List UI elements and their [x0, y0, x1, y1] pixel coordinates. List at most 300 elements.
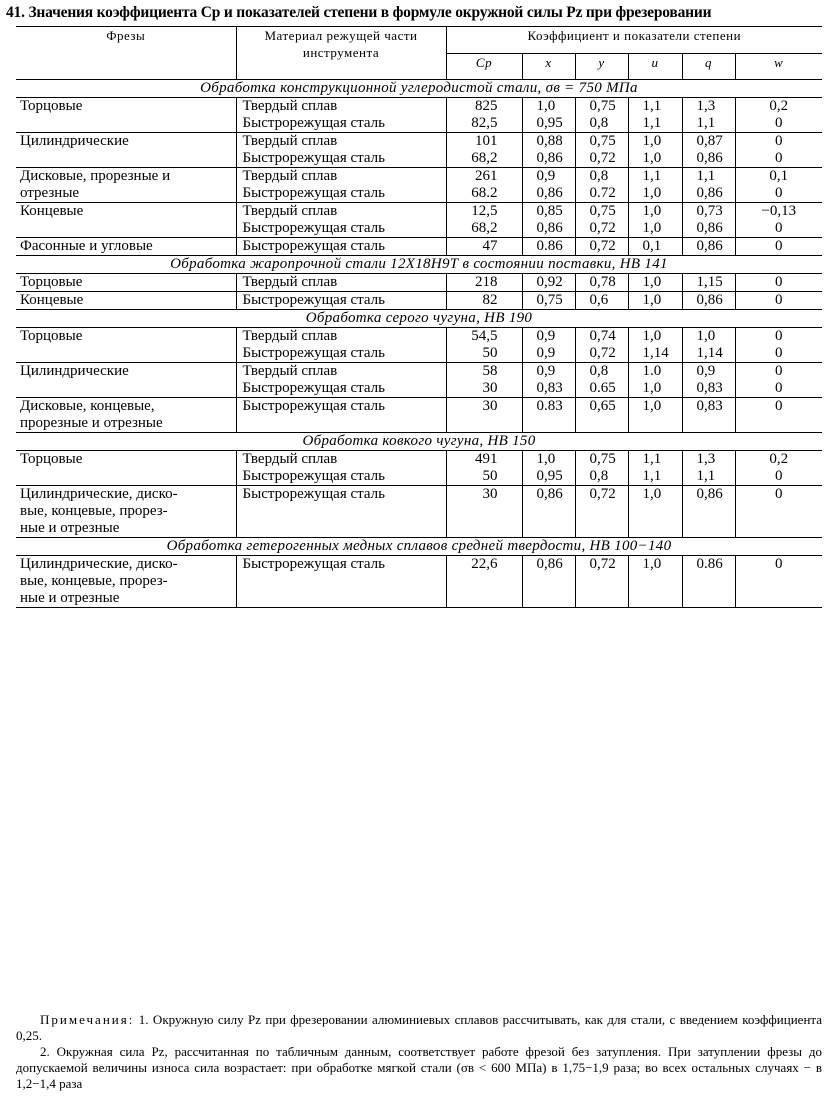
- table-row: [16, 203, 822, 238]
- value-x-line: 0,92: [536, 274, 563, 290]
- tool-material: [236, 168, 446, 203]
- value-u-line: 1,1: [642, 451, 662, 467]
- value-w: [735, 486, 822, 538]
- tool-material-line: Быстрорежущая сталь: [242, 345, 385, 361]
- value-y-line: 0,72: [589, 150, 616, 166]
- note-1-text: 1. Окружную силу Pz при фрезеровании алюминиевых сплавов рассчитывать, как для стали, с введением коэффициента 0,25.: [16, 1012, 823, 1043]
- value-q-line: 0,73: [696, 203, 723, 219]
- value-w: [735, 363, 822, 398]
- value-x-line: 0,9: [536, 363, 556, 379]
- section-title: Обработка ковкого чугуна, НВ 150: [16, 433, 822, 451]
- value-u-line: 1,0: [642, 292, 662, 308]
- value-q: [682, 451, 735, 486]
- mill-type: [16, 274, 236, 292]
- value-w-line: 0: [775, 292, 783, 308]
- mill-type: [16, 238, 236, 256]
- header-col-cp: Cp: [446, 53, 522, 80]
- value-x: [522, 292, 575, 310]
- value-x-line: 0,86: [536, 556, 563, 572]
- tool-material-line: Быстрорежущая сталь: [242, 556, 385, 572]
- tool-material: [236, 328, 446, 363]
- table-row: [16, 556, 822, 608]
- value-u-line: 0,1: [642, 238, 662, 254]
- value-y: [575, 98, 628, 133]
- value-x-line: 0.83: [536, 398, 563, 414]
- value-x-line: 0,9: [536, 345, 556, 361]
- value-y-line: 0,8: [589, 115, 609, 131]
- value-w-line: 0: [775, 486, 783, 502]
- value-x: [522, 328, 575, 363]
- value-u: [628, 274, 682, 292]
- coefficients-table: [16, 26, 822, 608]
- section-header: [16, 433, 822, 451]
- value-x: [522, 238, 575, 256]
- value-u-line: 1,0: [642, 486, 662, 502]
- section-header: [16, 256, 822, 274]
- tool-material-line: Быстрорежущая сталь: [242, 220, 385, 236]
- value-q-line: 1,1: [696, 168, 716, 184]
- value-u-line: 1,0: [642, 150, 662, 166]
- value-cp: [446, 451, 522, 486]
- value-u-line: 1,0: [642, 380, 662, 396]
- notes-label: Примечания:: [40, 1012, 135, 1027]
- table-row: [16, 238, 822, 256]
- value-y-line: 0,75: [589, 98, 616, 114]
- value-y-line: 0,65: [589, 398, 616, 414]
- value-cp-line: 82: [482, 292, 498, 308]
- value-q: [682, 486, 735, 538]
- tool-material-line: Твердый сплав: [242, 168, 338, 184]
- value-cp: [446, 238, 522, 256]
- value-x-line: 0,83: [536, 380, 563, 396]
- value-q: [682, 203, 735, 238]
- mill-type: [16, 203, 236, 238]
- note-2: 2. Окружная сила Pz, рассчитанная по табличным данным, соответствует работе фрезой без затупления. При затуплении фрезы до допускаемой величины износа сила возрастает: при обработке мягкой стали (σв < 600 МПа) в 1,75−1,9 раза; во всех остальных случаях − в 1,2−1,4 раза: [16, 1044, 822, 1091]
- value-cp: [446, 363, 522, 398]
- value-u: [628, 328, 682, 363]
- mill-type-line: Концевые: [20, 203, 84, 219]
- mill-type-line: отрезные: [20, 185, 80, 201]
- value-x: [522, 398, 575, 433]
- value-u-line: 1,1: [642, 115, 662, 131]
- value-w-line: 0: [775, 220, 783, 236]
- tool-material-line: Твердый сплав: [242, 203, 338, 219]
- value-cp-line: 82,5: [471, 115, 498, 131]
- value-y: [575, 451, 628, 486]
- value-y-line: 0,8: [589, 363, 609, 379]
- value-y-line: 0,75: [589, 203, 616, 219]
- value-w-line: 0: [775, 274, 783, 290]
- header-col-q: q: [682, 53, 735, 80]
- value-u-line: 1,0: [642, 220, 662, 236]
- tool-material: [236, 238, 446, 256]
- value-y: [575, 556, 628, 608]
- tool-material: [236, 274, 446, 292]
- mill-type-line: Цилиндрические, диско-: [20, 556, 178, 572]
- value-u: [628, 398, 682, 433]
- mill-type-line: Торцовые: [20, 328, 83, 344]
- mill-type-line: Торцовые: [20, 274, 83, 290]
- value-w: [735, 451, 822, 486]
- value-w-line: 0,1: [769, 168, 789, 184]
- value-q-line: 0,87: [696, 133, 723, 149]
- header-coef-group: Коэффициент и показатели степени: [446, 27, 822, 54]
- mill-type-line: прорезные и отрезные: [20, 415, 163, 431]
- value-cp-line: 491: [475, 451, 498, 467]
- value-cp-line: 101: [475, 133, 498, 149]
- table-row: [16, 292, 822, 310]
- value-u-line: 1,0: [642, 556, 662, 572]
- value-q-line: 1,14: [696, 345, 723, 361]
- value-x-line: 0,95: [536, 468, 563, 484]
- mill-type-line: Торцовые: [20, 451, 83, 467]
- value-u-line: 1,1: [642, 468, 662, 484]
- value-q-line: 1,1: [696, 468, 716, 484]
- value-w-line: 0,2: [769, 451, 789, 467]
- tool-material-line: Твердый сплав: [242, 451, 338, 467]
- table-row: [16, 168, 822, 203]
- value-q-line: 0,9: [696, 363, 716, 379]
- value-x: [522, 203, 575, 238]
- value-y-line: 0,72: [589, 238, 616, 254]
- value-u-line: 1,0: [642, 203, 662, 219]
- tool-material-line: Твердый сплав: [242, 133, 338, 149]
- value-cp: [446, 328, 522, 363]
- table-row: [16, 328, 822, 363]
- value-q: [682, 328, 735, 363]
- value-u-line: 1,0: [642, 185, 662, 201]
- tool-material-line: Быстрорежущая сталь: [242, 238, 385, 254]
- tool-material: [236, 203, 446, 238]
- section-header: [16, 310, 822, 328]
- value-u-line: 1,1: [642, 168, 662, 184]
- value-w-line: 0: [775, 363, 783, 379]
- tool-material: [236, 292, 446, 310]
- value-cp: [446, 556, 522, 608]
- tool-material-line: Твердый сплав: [242, 363, 338, 379]
- value-cp-line: 30: [482, 380, 498, 396]
- value-q: [682, 133, 735, 168]
- value-w: [735, 328, 822, 363]
- mill-type: [16, 292, 236, 310]
- table-title: 41. Значения коэффициента Cp и показателей степени в формуле окружной силы Pz при фрезеровании: [6, 4, 712, 21]
- mill-type-line: Цилиндрические, диско-: [20, 486, 178, 502]
- value-w: [735, 556, 822, 608]
- value-u: [628, 292, 682, 310]
- value-u-line: 1,0: [642, 133, 662, 149]
- value-cp-line: 12,5: [471, 203, 498, 219]
- value-x-line: 0,88: [536, 133, 563, 149]
- value-x-line: 0.86: [536, 238, 563, 254]
- tool-material-line: Твердый сплав: [242, 98, 338, 114]
- header-material: Материал режущей части инструмента: [236, 27, 446, 80]
- value-w-line: 0: [775, 133, 783, 149]
- value-q-line: 1,3: [696, 98, 716, 114]
- value-y: [575, 486, 628, 538]
- value-cp-line: 261: [475, 168, 498, 184]
- value-x-line: 0,85: [536, 203, 563, 219]
- tool-material-line: Твердый сплав: [242, 328, 338, 344]
- value-u: [628, 203, 682, 238]
- value-u-line: 1,14: [642, 345, 669, 361]
- value-x-line: 0,75: [536, 292, 563, 308]
- tool-material-line: Быстрорежущая сталь: [242, 185, 385, 201]
- table-row: [16, 98, 822, 133]
- value-cp-line: 68,2: [471, 150, 498, 166]
- value-cp-line: 218: [475, 274, 498, 290]
- value-x: [522, 133, 575, 168]
- value-cp-line: 30: [482, 486, 498, 502]
- mill-type-line: Концевые: [20, 292, 84, 308]
- value-cp-line: 47: [482, 238, 498, 254]
- value-u-line: 1,0: [642, 398, 662, 414]
- value-q-line: 0,86: [696, 486, 723, 502]
- value-y: [575, 133, 628, 168]
- value-q-line: 0.86: [696, 556, 723, 572]
- value-x-line: 0,86: [536, 486, 563, 502]
- value-x: [522, 486, 575, 538]
- value-x: [522, 556, 575, 608]
- value-w: [735, 398, 822, 433]
- value-w-line: 0,2: [769, 98, 789, 114]
- mill-type-line: ные и отрезные: [20, 520, 120, 536]
- value-y: [575, 363, 628, 398]
- value-x: [522, 274, 575, 292]
- section-header: [16, 538, 822, 556]
- value-x-line: 0,95: [536, 115, 563, 131]
- header-col-u: u: [628, 53, 682, 80]
- value-cp: [446, 133, 522, 168]
- mill-type: [16, 168, 236, 203]
- value-q-line: 1,3: [696, 451, 716, 467]
- value-y-line: 0,72: [589, 345, 616, 361]
- value-q: [682, 274, 735, 292]
- value-q-line: 1,0: [696, 328, 716, 344]
- mill-type-line: ные и отрезные: [20, 590, 120, 606]
- value-w-line: 0: [775, 468, 783, 484]
- value-w-line: −0,13: [761, 203, 797, 219]
- value-w-line: 0: [775, 185, 783, 201]
- value-cp-line: 58: [482, 363, 498, 379]
- value-q: [682, 98, 735, 133]
- value-q-line: 0,86: [696, 238, 723, 254]
- mill-type-line: Цилиндрические: [20, 363, 129, 379]
- value-cp-line: 825: [475, 98, 498, 114]
- tool-material: [236, 451, 446, 486]
- value-y-line: 0.72: [589, 185, 616, 201]
- tool-material: [236, 556, 446, 608]
- value-w-line: 0: [775, 328, 783, 344]
- header-mills: Фрезы: [16, 27, 236, 80]
- mill-type-line: вые, концевые, прорез-: [20, 503, 168, 519]
- value-y: [575, 292, 628, 310]
- section-title: Обработка серого чугуна, НВ 190: [16, 310, 822, 328]
- value-cp-line: 22,6: [471, 556, 498, 572]
- value-q: [682, 292, 735, 310]
- value-cp-line: 50: [482, 345, 498, 361]
- value-u: [628, 98, 682, 133]
- value-x-line: 0,86: [536, 185, 563, 201]
- value-y: [575, 274, 628, 292]
- table-row: [16, 486, 822, 538]
- tool-material-line: Твердый сплав: [242, 274, 338, 290]
- table-row: [16, 451, 822, 486]
- mill-type: [16, 328, 236, 363]
- value-y-line: 0,8: [589, 168, 609, 184]
- table-row: [16, 398, 822, 433]
- value-x: [522, 98, 575, 133]
- mill-type-line: Торцовые: [20, 98, 83, 114]
- value-q-line: 0,86: [696, 150, 723, 166]
- value-y: [575, 168, 628, 203]
- value-u-line: 1,1: [642, 98, 662, 114]
- value-w-line: 0: [775, 150, 783, 166]
- value-u-line: 1,0: [642, 274, 662, 290]
- section-title: Обработка гетерогенных медных сплавов средней твердости, НВ 100−140: [16, 538, 822, 556]
- tool-material: [236, 363, 446, 398]
- value-cp-line: 30: [482, 398, 498, 414]
- value-y-line: 0,8: [589, 468, 609, 484]
- value-y-line: 0,75: [589, 451, 616, 467]
- table-body: [16, 80, 822, 608]
- value-x-line: 0,9: [536, 168, 556, 184]
- value-y-line: 0,78: [589, 274, 616, 290]
- value-w-line: 0: [775, 556, 783, 572]
- value-x-line: 1,0: [536, 451, 556, 467]
- value-u: [628, 451, 682, 486]
- value-w-line: 0: [775, 398, 783, 414]
- tool-material-line: Быстрорежущая сталь: [242, 486, 385, 502]
- mill-type: [16, 556, 236, 608]
- value-w: [735, 203, 822, 238]
- value-x-line: 0,9: [536, 328, 556, 344]
- value-w: [735, 98, 822, 133]
- value-cp: [446, 168, 522, 203]
- value-q-line: 0,86: [696, 220, 723, 236]
- notes: [16, 1012, 822, 1092]
- mill-type: [16, 98, 236, 133]
- value-w-line: 0: [775, 345, 783, 361]
- value-u: [628, 363, 682, 398]
- value-cp: [446, 274, 522, 292]
- value-u: [628, 238, 682, 256]
- value-w-line: 0: [775, 380, 783, 396]
- value-u-line: 1,0: [642, 328, 662, 344]
- tool-material: [236, 98, 446, 133]
- table-row: [16, 133, 822, 168]
- value-y-line: 0,72: [589, 486, 616, 502]
- mill-type-line: Фасонные и угловые: [20, 238, 153, 254]
- value-x-line: 0,86: [536, 220, 563, 236]
- value-x-line: 0,86: [536, 150, 563, 166]
- mill-type-line: Цилиндрические: [20, 133, 129, 149]
- value-q-line: 0,86: [696, 292, 723, 308]
- section-title: Обработка жаропрочной стали 12Х18Н9Т в состоянии поставки, НВ 141: [16, 256, 822, 274]
- value-cp: [446, 292, 522, 310]
- value-y: [575, 238, 628, 256]
- tool-material: [236, 133, 446, 168]
- value-y-line: 0.65: [589, 380, 616, 396]
- mill-type: [16, 451, 236, 486]
- value-y-line: 0,74: [589, 328, 616, 344]
- value-y-line: 0,75: [589, 133, 616, 149]
- value-u: [628, 168, 682, 203]
- mill-type: [16, 363, 236, 398]
- value-w: [735, 133, 822, 168]
- mill-type-line: вые, концевые, прорез-: [20, 573, 168, 589]
- value-cp-line: 68.2: [471, 185, 498, 201]
- value-x: [522, 451, 575, 486]
- mill-type: [16, 398, 236, 433]
- value-w: [735, 168, 822, 203]
- tool-material-line: Быстрорежущая сталь: [242, 292, 385, 308]
- section-header: [16, 80, 822, 98]
- value-w: [735, 238, 822, 256]
- value-q: [682, 238, 735, 256]
- table-row: [16, 274, 822, 292]
- mill-type: [16, 133, 236, 168]
- value-q-line: 1,1: [696, 115, 716, 131]
- value-w-line: 0: [775, 115, 783, 131]
- header-col-x: x: [522, 53, 575, 80]
- value-q: [682, 168, 735, 203]
- mill-type-line: Дисковые, прорезные и: [20, 168, 171, 184]
- value-cp: [446, 203, 522, 238]
- value-cp: [446, 398, 522, 433]
- tool-material: [236, 398, 446, 433]
- value-q: [682, 398, 735, 433]
- value-u-line: 1.0: [642, 363, 662, 379]
- value-q-line: 0,86: [696, 185, 723, 201]
- value-cp-line: 68,2: [471, 220, 498, 236]
- tool-material-line: Быстрорежущая сталь: [242, 398, 385, 414]
- tool-material-line: Быстрорежущая сталь: [242, 380, 385, 396]
- mill-type-line: Дисковые, концевые,: [20, 398, 155, 414]
- table-row: [16, 363, 822, 398]
- value-q-line: 0,83: [696, 398, 723, 414]
- header-col-y: y: [575, 53, 628, 80]
- tool-material-line: Быстрорежущая сталь: [242, 468, 385, 484]
- value-y-line: 0,6: [589, 292, 609, 308]
- tool-material: [236, 486, 446, 538]
- mill-type: [16, 486, 236, 538]
- value-w: [735, 274, 822, 292]
- section-title: Обработка конструкционной углеродистой стали, σв = 750 МПа: [16, 80, 822, 98]
- value-w-line: 0: [775, 238, 783, 254]
- value-q: [682, 363, 735, 398]
- value-y: [575, 328, 628, 363]
- value-y-line: 0,72: [589, 220, 616, 236]
- value-cp-line: 50: [482, 468, 498, 484]
- value-u: [628, 486, 682, 538]
- value-q: [682, 556, 735, 608]
- value-u: [628, 556, 682, 608]
- header-col-w: w: [735, 53, 822, 80]
- value-y: [575, 398, 628, 433]
- value-q-line: 1,15: [696, 274, 723, 290]
- value-w: [735, 292, 822, 310]
- value-y: [575, 203, 628, 238]
- tool-material-line: Быстрорежущая сталь: [242, 115, 385, 131]
- value-y-line: 0,72: [589, 556, 616, 572]
- value-x: [522, 363, 575, 398]
- tool-material-line: Быстрорежущая сталь: [242, 150, 385, 166]
- value-x-line: 1,0: [536, 98, 556, 114]
- value-u: [628, 133, 682, 168]
- value-x: [522, 168, 575, 203]
- value-cp: [446, 98, 522, 133]
- note-1: [16, 1012, 822, 1044]
